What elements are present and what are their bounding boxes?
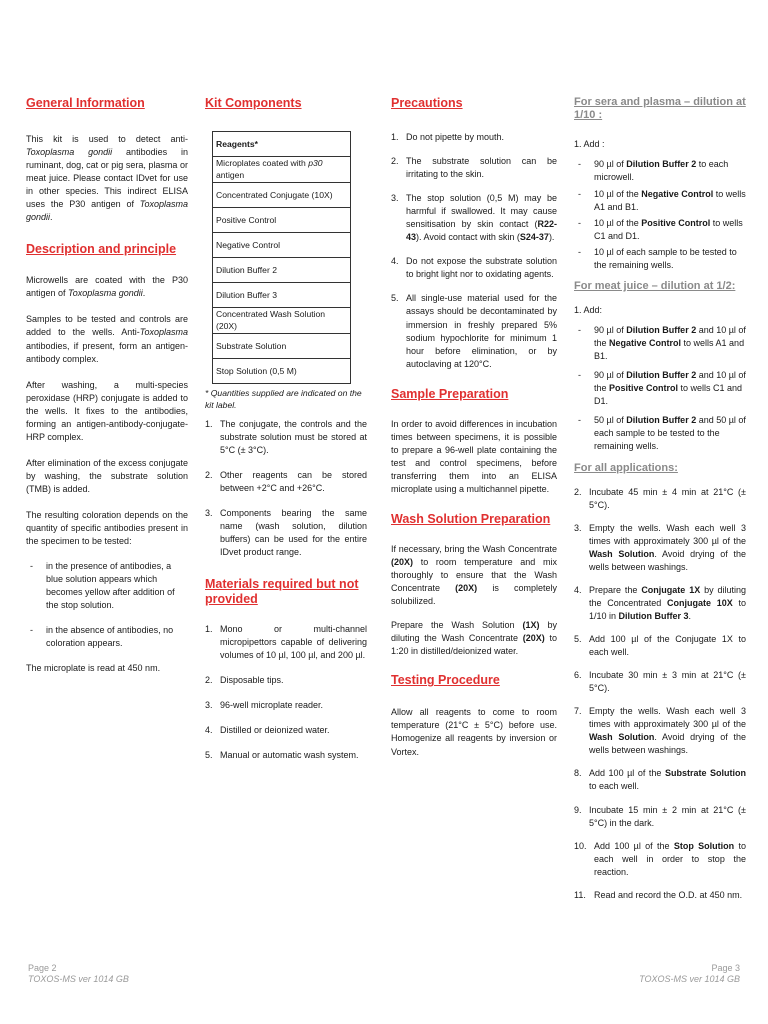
- item-text: [589, 486, 746, 512]
- text-run: Substrate Solution: [216, 340, 287, 351]
- material-item: [205, 623, 367, 662]
- item-text: Distilled or deionized water.: [220, 725, 330, 736]
- materials-list: [205, 623, 367, 762]
- item-number: 10.: [574, 840, 587, 851]
- sera-item: [574, 217, 746, 243]
- item-text: [406, 155, 557, 181]
- text-run: and 10 µl of the: [594, 370, 746, 394]
- footer-left: [28, 963, 129, 986]
- item-text: [589, 669, 746, 695]
- table-row: [213, 257, 351, 282]
- text-run: to wells C1 and D1.: [594, 383, 743, 407]
- text-run: Wash Solution: [589, 548, 655, 559]
- footer-right: [639, 963, 740, 986]
- item-text: [589, 584, 746, 623]
- item-text: [406, 255, 557, 281]
- text-run: Positive Control: [609, 383, 679, 394]
- text-run: Prepare the: [589, 584, 642, 595]
- item-text: [594, 414, 746, 453]
- bullet-dash: -: [30, 625, 33, 636]
- item-text: Manual or automatic wash system.: [220, 750, 359, 761]
- procedure-step: [574, 889, 746, 902]
- item-number: 8.: [574, 768, 582, 779]
- text-run: This kit is used to detect anti-: [26, 134, 188, 144]
- material-item: [205, 674, 367, 687]
- table-row: [213, 358, 351, 383]
- table-row: [213, 333, 351, 358]
- precaution-item: [391, 155, 557, 181]
- text-run: Toxoplasma gondii: [68, 288, 143, 299]
- text-run: Positive Control: [641, 217, 711, 228]
- bullet-dash: -: [578, 246, 581, 257]
- text-run: Wash Solution: [589, 732, 655, 743]
- testing-procedure-heading: Testing Procedure: [391, 673, 500, 688]
- text-run: .: [142, 288, 146, 299]
- bullet-dash: -: [578, 415, 581, 426]
- text-run: Stop Solution: [673, 840, 735, 851]
- text-run: and 50 µl of each sample to be tested to the remaining wells.: [594, 415, 746, 452]
- item-number: 4.: [574, 584, 582, 595]
- table-row: [213, 282, 351, 307]
- text-run: to each microwell.: [594, 159, 729, 183]
- item-text: Components bearing the same name (wash solution, dilution buffers) can be used for the entire IDvet product range.: [220, 507, 367, 558]
- item-number: 11.: [574, 889, 586, 900]
- description-paragraph-4: After elimination of the excess conjugate by washing, the substrate solution (TMB) is added.: [26, 457, 188, 494]
- text-run: Negative Control: [216, 239, 281, 250]
- text-run: Empty the wells. Wash each well 3 times with approximately 300 µl of the: [589, 706, 746, 730]
- item-number: 3.: [574, 522, 582, 533]
- table-cell: [213, 333, 351, 358]
- text-run: Substrate Solution: [664, 768, 746, 779]
- text-run: to 1:20 in distilled/deionized water.: [391, 633, 557, 657]
- sera-list: [574, 158, 746, 271]
- text-run: to wells C1 and D1.: [594, 217, 743, 241]
- wash-solution-text-2: [391, 619, 557, 658]
- item-text: [589, 804, 746, 830]
- item-text: [594, 369, 746, 408]
- column-1: [26, 96, 188, 675]
- item-number: 7.: [574, 706, 582, 717]
- text-run: Dilution Buffer 3: [216, 289, 277, 300]
- text-run: antibodies, if present, form an antigen-antibody complex.: [26, 340, 188, 364]
- item-number: 2.: [391, 156, 399, 167]
- item-text: [594, 889, 746, 902]
- text-run: antibodies in ruminant, dog, cat or pig sera, plasma or meat juice. Please contact IDvet for use in other species. This indirect ELISA uses the P30 antigen of: [26, 147, 189, 210]
- text-run: to each well.: [589, 781, 640, 792]
- storage-item: [205, 418, 367, 457]
- text-run: Microwells are coated with the P30 antigen of: [26, 275, 188, 299]
- text-run: Reagents*: [216, 138, 259, 149]
- storage-item: [205, 507, 367, 559]
- kit-components-table: [212, 131, 351, 384]
- item-text: Other reagents can be stored between +2°C and +26°C.: [220, 469, 367, 493]
- material-item: [205, 749, 367, 762]
- text-run: by diluting the Wash Concentrate: [391, 620, 557, 644]
- table-row: [213, 232, 351, 257]
- text-run: 90 µl of: [594, 370, 627, 381]
- meat-add-label: 1. Add:: [574, 304, 603, 315]
- text-run: Add 100 µl of the: [589, 768, 665, 779]
- item-number: 1.: [205, 418, 213, 429]
- storage-list: [205, 418, 367, 559]
- text-run: Dilution Buffer 2: [626, 159, 697, 170]
- material-item: [205, 724, 367, 737]
- version-right: TOXOS-MS ver 1014 GB: [639, 974, 740, 985]
- item-number: 5.: [205, 750, 213, 761]
- text-run: and 10 µl of the: [594, 325, 746, 349]
- text-run: Incubate 30 min ± 3 min at 21°C (± 5°C).: [589, 670, 746, 694]
- table-cell: [213, 358, 351, 383]
- bullet-dash: -: [578, 325, 581, 336]
- item-text: [589, 767, 746, 793]
- text-run: 10 µl of the: [594, 217, 642, 228]
- item-text: [589, 705, 746, 757]
- procedure-step: [574, 633, 746, 659]
- all-applications-heading: For all applications:: [574, 462, 678, 475]
- testing-procedure-text: Allow all reagents to come to room temperature (21°C ± 5°C) before use. Homogenize all reagents by inversion or Vortex.: [391, 707, 557, 757]
- sera-item: [574, 158, 746, 184]
- item-text: [406, 131, 557, 144]
- meat-item: [574, 414, 746, 453]
- table-row: [213, 207, 351, 232]
- table-header-row: [213, 132, 351, 157]
- item-number: 1.: [205, 624, 213, 635]
- item-text: [589, 522, 746, 574]
- all-applications-list: [574, 486, 746, 902]
- meat-item: [574, 369, 746, 408]
- storage-item: [205, 469, 367, 495]
- text-run: to wells A1 and B1.: [594, 338, 745, 362]
- meat-juice-heading: For meat juice – dilution at 1/2:: [574, 279, 736, 292]
- quantities-note: * Quantities supplied are indicated on the kit label.: [205, 387, 362, 411]
- materials-required-heading: Materials required but not provided: [205, 577, 359, 607]
- text-run: Dilution Buffer 2: [626, 325, 697, 336]
- text-run: Add 100 µl of the Conjugate 1X to each well.: [589, 634, 746, 658]
- item-text: [594, 324, 746, 363]
- text-run: Prepare the Wash Solution: [391, 620, 523, 631]
- text-run: (20X): [522, 633, 545, 644]
- material-item: [205, 699, 367, 712]
- table-cell: [213, 307, 351, 333]
- text-run: Incubate 45 min ± 4 min at 21°C (± 5°C).: [589, 486, 746, 510]
- text-run: Do not pipette by mouth.: [406, 132, 505, 142]
- table-cell: [213, 257, 351, 282]
- table-cell: [213, 182, 351, 207]
- item-number: 2.: [574, 486, 582, 497]
- bullet-dash: -: [30, 561, 33, 572]
- page-number-right: Page 3: [711, 963, 740, 973]
- item-number: 5.: [391, 293, 399, 304]
- text-run: antigen: [216, 170, 245, 181]
- procedure-step: [574, 669, 746, 695]
- text-run: p30: [308, 158, 323, 168]
- text-run: .: [688, 611, 692, 622]
- text-run: Empty the wells. Wash each well 3 times with approximately 300 µl of the: [589, 522, 746, 546]
- text-run: R22-43: [406, 219, 557, 243]
- bullet-dash: -: [578, 188, 581, 199]
- text-run: ).: [548, 232, 555, 243]
- table-row: [213, 307, 351, 333]
- text-run: . Avoid drying of the wells between washings.: [589, 732, 746, 756]
- description-paragraph-3: After washing, a multi-species peroxidase (HRP) conjugate is added to the wells. It fixes to the antibodies, forming an antigen-antibody-conjugate-HRP complex.: [26, 379, 188, 442]
- text-run: Incubate 15 min ± 2 min at 21°C (± 5°C) in the dark.: [589, 804, 746, 828]
- text-run: 90 µl of: [594, 159, 627, 170]
- text-run: . Avoid drying of the wells between washings.: [589, 548, 746, 572]
- procedure-step: [574, 522, 746, 574]
- text-run: ). Avoid contact with skin (: [416, 232, 520, 243]
- bullet-dash: -: [578, 217, 581, 228]
- procedure-step: [574, 840, 746, 879]
- item-number: 4.: [205, 725, 213, 736]
- item-number: 3.: [205, 507, 213, 518]
- sample-preparation-text: In order to avoid differences in incubation times between specimens, it is possible to prepare a 96-well plate containing the test and control specimens, before transferring them into an ELISA microplate using a multichannel pipette.: [391, 418, 557, 494]
- text-run: by diluting the Concentrated: [589, 584, 747, 608]
- item-text: 96-well microplate reader.: [220, 700, 324, 711]
- sample-preparation-heading: Sample Preparation: [391, 386, 509, 401]
- text-run: Concentrated Conjugate (10X): [216, 189, 333, 200]
- description-heading: Description and principle: [26, 242, 177, 257]
- procedure-step: [574, 804, 746, 830]
- item-text: [594, 840, 746, 879]
- item-number: 6.: [574, 670, 582, 681]
- absence-bullet-text: in the absence of antibodies, no coloration appears.: [46, 625, 174, 649]
- sera-item: [574, 246, 746, 272]
- text-run: to wells A1 and B1.: [594, 188, 746, 212]
- item-text: [589, 633, 746, 659]
- absence-bullet: [26, 624, 188, 650]
- page-number-left: Page 2: [28, 963, 57, 973]
- procedure-step: [574, 486, 746, 512]
- text-run: 90 µl of: [594, 325, 627, 336]
- item-number: 3.: [391, 193, 399, 204]
- text-run: Samples to be tested and controls are added to the wells. Anti-: [26, 314, 188, 338]
- item-text: Mono or multi-channel micropipettors capable of delivering volumes of 10 µl, 100 µl, and 200 µl.: [220, 624, 367, 661]
- text-run: Stop Solution (0,5 M): [216, 365, 297, 376]
- text-run: Conjugate 10X: [667, 597, 733, 608]
- item-text: [594, 188, 746, 214]
- procedure-step: [574, 584, 746, 623]
- table-cell: [213, 132, 351, 157]
- item-number: 2.: [205, 469, 213, 480]
- text-run: to each well in order to stop the reaction.: [594, 840, 746, 877]
- item-text: [594, 246, 746, 272]
- kit-components-heading: Kit Components: [205, 96, 302, 110]
- meat-item: [574, 324, 746, 363]
- text-run: Dilution Buffer 2: [626, 415, 697, 426]
- text-run: Do not expose the substrate solution to bright light nor to oxidating agents.: [406, 256, 557, 280]
- item-text: [406, 292, 557, 370]
- table-row: [213, 182, 351, 207]
- text-run: Negative Control: [641, 188, 714, 199]
- item-number: 4.: [391, 256, 399, 267]
- text-run: .: [50, 212, 53, 223]
- precaution-item: [391, 192, 557, 244]
- sera-plasma-heading: For sera and plasma – dilution at 1/10 :: [574, 96, 746, 122]
- text-run: The stop solution (0,5 M) may be harmful if swallowed. It may cause sensitisation by skin contact (: [406, 193, 557, 230]
- procedure-step: [574, 767, 746, 793]
- description-paragraph-2: [26, 313, 188, 365]
- text-run: to 1/10 in: [589, 597, 746, 622]
- wash-solution-heading: Wash Solution Preparation: [391, 511, 551, 526]
- text-run: Toxoplasma gondii: [26, 147, 113, 158]
- description-paragraph-5: The resulting coloration depends on the quantity of specific antibodies present in the specimen to be tested:: [26, 509, 188, 547]
- general-information-text: [26, 133, 188, 224]
- version-left: TOXOS-MS ver 1014 GB: [28, 974, 129, 985]
- procedure-step: [574, 705, 746, 757]
- text-run: Microplates coated with: [216, 158, 309, 168]
- text-run: 50 µl of: [594, 415, 627, 426]
- sera-add-label: 1. Add :: [574, 139, 605, 150]
- item-text: [594, 217, 746, 243]
- table-cell: [213, 232, 351, 257]
- precautions-heading: Precautions: [391, 96, 463, 110]
- precaution-item: [391, 255, 557, 281]
- sera-item: [574, 188, 746, 214]
- text-run: Add 100 µl of the: [594, 840, 674, 851]
- item-text: [406, 192, 557, 244]
- text-run: Read and record the O.D. at 450 nm.: [594, 889, 743, 900]
- text-run: S24-37: [519, 232, 549, 243]
- table-cell: [213, 157, 351, 183]
- description-paragraph-1: [26, 274, 188, 300]
- text-run: Negative Control: [609, 338, 682, 349]
- text-run: (1X): [522, 620, 540, 631]
- text-run: (20X): [455, 583, 478, 594]
- column-2: [205, 96, 367, 762]
- wash-solution-text-1: [391, 543, 557, 608]
- item-number: 1.: [391, 132, 399, 142]
- item-text: Disposable tips.: [220, 675, 284, 686]
- text-run: 10 µl of the: [594, 188, 642, 199]
- text-run: All single-use material used for the assays should be decontaminated by immersion in freshly prepared 5% sodium hypochlorite for minimum 1 hour before elimination, or by autoclaving at 120°C.: [406, 293, 557, 369]
- text-run: Toxoplasma: [139, 327, 188, 338]
- column-4: [574, 96, 746, 902]
- table-row: [213, 157, 351, 183]
- presence-bullet-text: in the presence of antibodies, a blue solution appears which becomes yellow after addition of the stop solution.: [46, 561, 175, 611]
- text-run: Positive Control: [216, 214, 277, 225]
- precautions-list: [391, 131, 557, 371]
- text-run: to room temperature and mix thoroughly to ensure that the Wash Concentrate: [391, 557, 557, 594]
- text-run: Conjugate 1X: [641, 584, 701, 595]
- item-number: 9.: [574, 804, 582, 815]
- column-3: [391, 96, 557, 759]
- precaution-item: [391, 131, 557, 144]
- item-number: 2.: [205, 675, 213, 686]
- meat-list: [574, 324, 746, 453]
- item-text: [594, 158, 746, 184]
- text-run: Toxoplasma gondii: [26, 199, 188, 223]
- text-run: Dilution Buffer 2: [626, 370, 697, 381]
- bullet-dash: -: [578, 159, 581, 170]
- presence-bullet: [26, 560, 188, 612]
- description-paragraph-6: The microplate is read at 450 nm.: [26, 663, 161, 674]
- item-number: 3.: [205, 700, 213, 711]
- text-run: Concentrated Wash Solution (20X): [216, 308, 326, 332]
- general-information-heading: General Information: [26, 96, 145, 110]
- text-run: 10 µl of each sample to be tested to the remaining wells.: [594, 246, 737, 270]
- text-run: (20X): [391, 557, 414, 568]
- table-cell: [213, 207, 351, 232]
- text-run: Dilution Buffer 2: [216, 264, 277, 275]
- table-cell: [213, 282, 351, 307]
- item-number: 5.: [574, 634, 582, 645]
- bullet-dash: -: [578, 370, 581, 381]
- text-run: The substrate solution can be irritating to the skin.: [406, 156, 557, 180]
- text-run: Dilution Buffer 3: [618, 611, 689, 622]
- item-text: The conjugate, the controls and the substrate solution must be stored at 5°C (± 3°C).: [220, 418, 367, 455]
- text-run: If necessary, bring the Wash Concentrate: [391, 543, 557, 554]
- text-run: is completely solubilized.: [391, 583, 557, 607]
- precaution-item: [391, 292, 557, 370]
